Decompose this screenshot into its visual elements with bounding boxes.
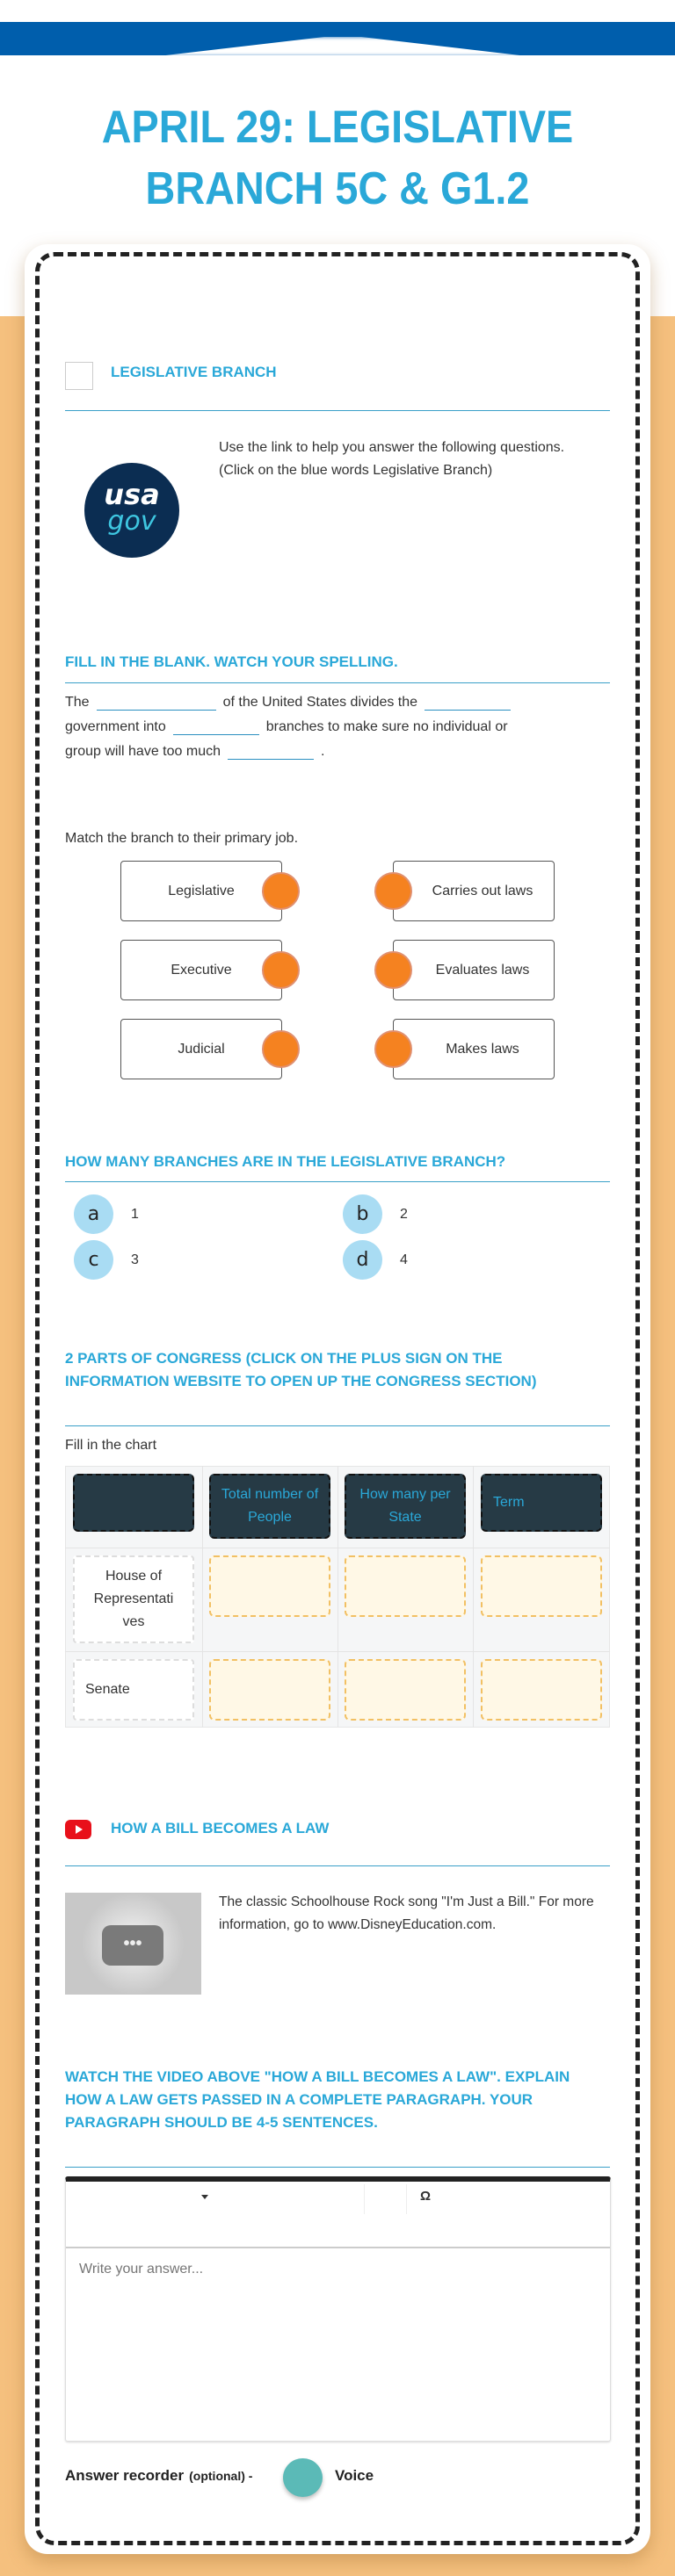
text: The bbox=[65, 695, 90, 710]
option-d[interactable] bbox=[343, 1240, 408, 1280]
col-divider bbox=[473, 1466, 474, 1728]
section-heading-fill-blank: FILL IN THE BLANK. WATCH YOUR SPELLING. bbox=[65, 653, 398, 670]
drop-cell[interactable] bbox=[481, 1659, 602, 1721]
option-b[interactable] bbox=[343, 1194, 408, 1234]
option-text: 3 bbox=[131, 1252, 139, 1267]
match-connector-dot[interactable] bbox=[262, 951, 300, 989]
option-c[interactable] bbox=[74, 1240, 139, 1280]
video-thumbnail[interactable] bbox=[65, 1893, 201, 1995]
option-text: 1 bbox=[131, 1206, 139, 1222]
drop-cell[interactable] bbox=[345, 1659, 466, 1721]
youtube-icon bbox=[65, 1820, 91, 1839]
text: government into bbox=[65, 719, 166, 734]
drop-cell[interactable] bbox=[209, 1555, 330, 1617]
text: group will have too much bbox=[65, 744, 221, 759]
page-title: APRIL 29: LEGISLATIVE bbox=[101, 102, 574, 153]
match-connector-dot[interactable] bbox=[374, 1030, 412, 1068]
record-button[interactable] bbox=[283, 2458, 323, 2497]
text: of the United States divides the bbox=[222, 695, 418, 710]
header-cell-total: Total number of People bbox=[209, 1474, 330, 1539]
divider bbox=[65, 410, 610, 411]
blank-input-1[interactable] bbox=[97, 695, 216, 711]
label: Judicial bbox=[178, 1041, 225, 1057]
more-icon: ••• bbox=[102, 1925, 163, 1966]
match-right-item[interactable] bbox=[393, 940, 555, 1000]
match-left-item[interactable] bbox=[120, 940, 282, 1000]
page-title-line2: BRANCH 5C & G1.2 bbox=[145, 163, 530, 214]
option-letter: c bbox=[74, 1240, 113, 1280]
chart-prompt: Fill in the chart bbox=[65, 1438, 157, 1453]
option-a[interactable] bbox=[74, 1194, 139, 1234]
divider bbox=[65, 2167, 610, 2168]
match-right-item[interactable] bbox=[393, 861, 555, 921]
match-right-item[interactable] bbox=[393, 1019, 555, 1079]
toolbar-divider bbox=[406, 2184, 407, 2214]
option-letter: b bbox=[343, 1194, 382, 1234]
row-divider bbox=[65, 1651, 610, 1652]
broken-image-icon bbox=[65, 362, 93, 390]
divider bbox=[65, 682, 610, 683]
match-left-item[interactable] bbox=[120, 1019, 282, 1079]
drop-cell[interactable] bbox=[345, 1555, 466, 1617]
label: Makes laws bbox=[446, 1041, 519, 1057]
video-description: The classic Schoolhouse Rock song "I'm Just a Bill." For more information, go to www.DisneyEducation.com. bbox=[219, 1894, 594, 1932]
logo-usa: usa bbox=[104, 478, 160, 511]
match-connector-dot[interactable] bbox=[374, 872, 412, 910]
col-divider bbox=[202, 1466, 203, 1728]
answer-recorder bbox=[65, 2467, 252, 2485]
label: Executive bbox=[171, 962, 232, 978]
blank-input-4[interactable] bbox=[228, 744, 314, 760]
header-cell-empty bbox=[73, 1474, 194, 1532]
header-cell-per-state: How many per State bbox=[345, 1474, 466, 1539]
recorder-optional: (optional) - bbox=[189, 2469, 253, 2483]
section-heading-explain: WATCH THE VIDEO ABOVE "HOW A BILL BECOMES A LAW". EXPLAIN HOW A LAW GETS PASSED IN A COMPLETE PARAGRAPH. YOUR PARAGRAPH SHOULD BE 4-5 SENTENCES. bbox=[65, 2068, 570, 2131]
drop-cell[interactable] bbox=[209, 1659, 330, 1721]
section-heading-branches: HOW MANY BRANCHES ARE IN THE LEGISLATIVE BRANCH? bbox=[65, 1153, 506, 1170]
header-cell-term: Term bbox=[481, 1474, 602, 1532]
logo-gov: gov bbox=[107, 506, 156, 537]
dropdown-arrow-icon[interactable] bbox=[201, 2195, 208, 2199]
row-label-house: House of Representati ves bbox=[73, 1555, 194, 1643]
recorder-label: Answer recorder bbox=[65, 2467, 185, 2484]
section-heading-congress: 2 PARTS OF CONGRESS (CLICK ON THE PLUS SIGN ON THE INFORMATION WEBSITE TO OPEN UP THE CONGRESS SECTION) bbox=[65, 1350, 537, 1389]
option-letter: a bbox=[74, 1194, 113, 1234]
option-text: 2 bbox=[400, 1206, 408, 1222]
label: Evaluates laws bbox=[435, 962, 530, 978]
section-heading-bill: HOW A BILL BECOMES A LAW bbox=[111, 1820, 330, 1836]
voice-label: Voice bbox=[335, 2467, 374, 2484]
toolbar-divider bbox=[364, 2184, 365, 2214]
text: branches to make sure no individual or bbox=[265, 719, 508, 734]
blank-input-2[interactable] bbox=[425, 695, 511, 711]
row-label-senate: Senate bbox=[73, 1659, 194, 1721]
match-connector-dot[interactable] bbox=[262, 872, 300, 910]
section-heading-legislative-branch: LEGISLATIVE BRANCH bbox=[111, 364, 277, 380]
divider bbox=[65, 1865, 610, 1866]
label: Carries out laws bbox=[432, 883, 533, 898]
drop-cell[interactable] bbox=[481, 1555, 602, 1617]
match-connector-dot[interactable] bbox=[374, 951, 412, 989]
option-text: 4 bbox=[400, 1252, 408, 1267]
blank-input-3[interactable] bbox=[173, 719, 259, 735]
text: . bbox=[320, 744, 325, 759]
special-char-omega-button[interactable]: Ω bbox=[420, 2189, 432, 2204]
divider bbox=[65, 1425, 610, 1426]
divider bbox=[65, 1181, 610, 1182]
label: Legislative bbox=[168, 883, 235, 898]
section1-body: Use the link to help you answer the following questions. (Click on the blue words Legislative Branch) bbox=[219, 440, 565, 478]
option-letter: d bbox=[343, 1240, 382, 1280]
match-prompt: Match the branch to their primary job. bbox=[65, 831, 299, 846]
answer-textarea[interactable] bbox=[67, 2249, 609, 2439]
match-left-item[interactable] bbox=[120, 861, 282, 921]
usagov-logo[interactable] bbox=[84, 463, 179, 558]
match-connector-dot[interactable] bbox=[262, 1030, 300, 1068]
toolbar-bottom bbox=[66, 2247, 610, 2248]
